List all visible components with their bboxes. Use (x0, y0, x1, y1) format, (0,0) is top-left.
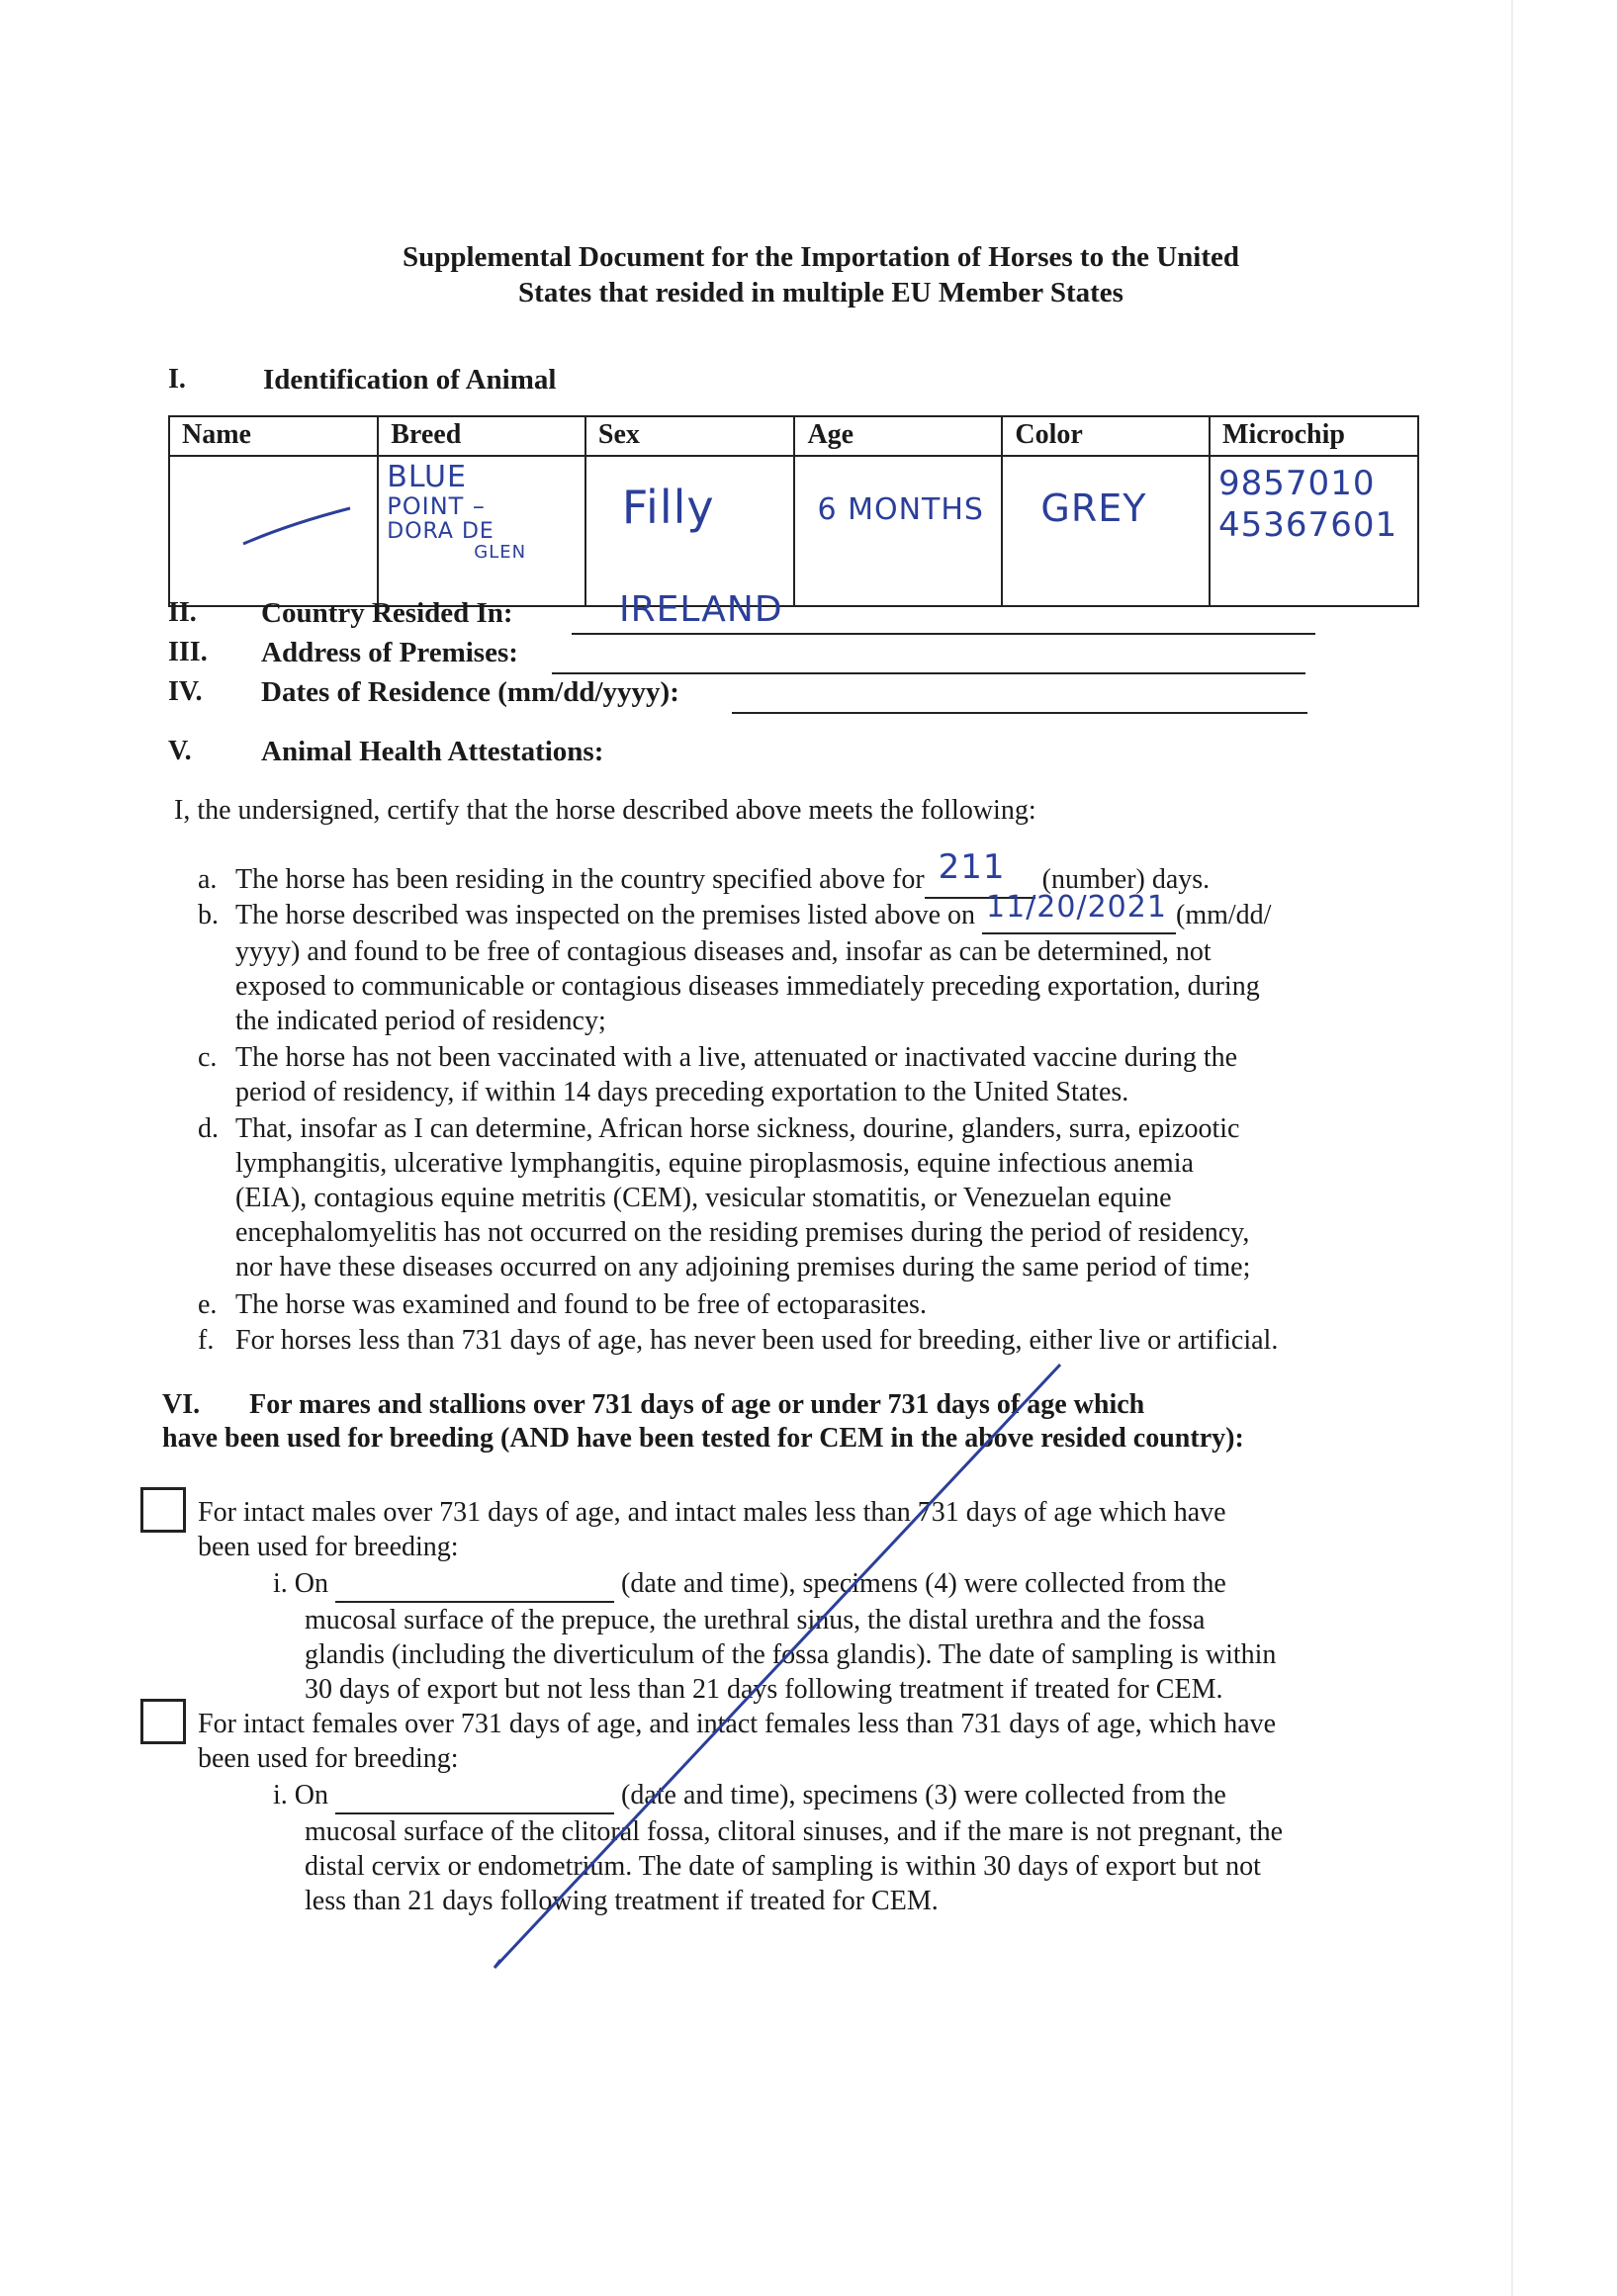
attestation-b-line-2: yyyy) and found to be free of contagious diseases and, insofar as can be determined, not (235, 936, 1212, 967)
column-name: Name (169, 416, 378, 456)
section-3-label: Address of Premises: (261, 637, 518, 668)
age-value: 6 MONTHS (817, 492, 984, 527)
section-3-number: III. (168, 637, 208, 667)
breed-line-1: BLUE (387, 460, 467, 494)
females-item-i-line-4: less than 21 days following treatment if treated for CEM. (305, 1886, 939, 1916)
section-2-label: Country Resided In: (261, 597, 513, 629)
attestation-f-line-1: For horses less than 731 days of age, has never been used for breeding, either live or artificial. (235, 1325, 1279, 1356)
intact-females-line-1: For intact females over 731 days of age, and intact females less than 731 days of age, which have (198, 1709, 1277, 1739)
males-item-i-label: i. (273, 1568, 288, 1599)
breed-line-4: GLEN (474, 542, 527, 563)
intact-males-line-1: For intact males over 731 days of age, and intact males less than 731 days of age which have (198, 1497, 1226, 1528)
attestation-b-line-4: the indicated period of residency; (235, 1006, 606, 1036)
column-breed: Breed (378, 416, 585, 456)
column-sex: Sex (585, 416, 795, 456)
attestation-a-label: a. (198, 864, 218, 895)
males-item-i-line-2: mucosal surface of the prepuce, the urethral sinus, the distal urethra and the fossa (305, 1605, 1206, 1635)
section-6-heading-line-1: For mares and stallions over 731 days of age or under 731 days of age which (249, 1389, 1145, 1420)
attestation-c-line-2: period of residency, if within 14 days preceding exportation to the United States. (235, 1077, 1129, 1107)
title-line-1: Supplemental Document for the Importation of Horses to the United (402, 241, 1240, 273)
attestation-c-label: c. (198, 1042, 218, 1073)
section-2-number: II. (168, 597, 197, 628)
attestation-b-text-before: The horse described was inspected on the premises listed above on (235, 900, 976, 930)
column-age: Age (794, 416, 1002, 456)
males-item-i-after: (date and time), specimens (4) were collected from the (621, 1568, 1226, 1599)
attestation-b-label: b. (198, 900, 219, 930)
attestation-b-unit: (mm/dd/ (1176, 900, 1272, 930)
residing-days-value: 211 (938, 847, 1006, 887)
attestation-e-label: e. (198, 1289, 218, 1320)
microchip-line-1: 9857010 (1218, 464, 1376, 503)
column-color: Color (1002, 416, 1210, 456)
section-6-heading-line-2: have been used for breeding (AND have been tested for CEM in the above resided country): (162, 1423, 1244, 1454)
scan-edge (1511, 0, 1513, 2296)
attestation-d-line-2: lymphangitis, ulcerative lymphangitis, equine piroplasmosis, equine infectious anemia (235, 1148, 1194, 1179)
attestation-d-line-3: (EIA), contagious equine metritis (CEM), vesicular stomatitis, or Venezuelan equine (235, 1183, 1172, 1213)
females-item-i-label: i. (273, 1780, 288, 1810)
attestation-f-label: f. (198, 1325, 215, 1356)
attestation-d-line-4: encephalomyelitis has not occurred on the residing premises during the period of residency, (235, 1217, 1250, 1248)
breed-line-3: DORA DE (387, 519, 494, 544)
attestation-d-line-1: That, insofar as I can determine, African horse sickness, dourine, glanders, surra, epizootic (235, 1113, 1240, 1144)
attestation-intro: I, the undersigned, certify that the horse described above meets the following: (174, 795, 1036, 826)
females-item-i-line-2: mucosal surface of the clitoral fossa, clitoral sinuses, and if the mare is not pregnant, the (305, 1816, 1284, 1847)
title-line-2: States that resided in multiple EU Member States (518, 277, 1123, 309)
females-item-i-on: On (294, 1780, 329, 1810)
attestation-a-text-before: The horse has been residing in the country specified above for (235, 864, 925, 895)
males-item-i-on: On (294, 1568, 329, 1599)
section-5-number: V. (168, 736, 192, 766)
breed-line-2: POINT – (387, 492, 486, 520)
attestation-a-text-after: (number) days. (1041, 864, 1211, 895)
attestation-d-line-5: nor have these diseases occurred on any adjoining premises during the same period of time; (235, 1252, 1251, 1282)
attestation-e-line-1: The horse was examined and found to be free of ectoparasites. (235, 1289, 927, 1320)
country-resided-value: IRELAND (619, 589, 783, 630)
microchip-line-2: 45367601 (1218, 505, 1398, 545)
section-1-number: I. (168, 364, 186, 395)
color-value: GREY (1040, 486, 1147, 530)
strike-through-path (494, 1365, 1060, 1968)
section-1-heading: Identification of Animal (263, 364, 557, 396)
females-item-i-line-3: distal cervix or endometrium. The date of sampling is within 30 days of export but not (305, 1851, 1261, 1882)
males-item-i-line-3: glandis (including the diverticulum of the fossa glandis). The date of sampling is within (305, 1639, 1277, 1670)
females-item-i-after: (date and time), specimens (3) were collected from the (621, 1780, 1226, 1810)
section-5-heading: Animal Health Attestations: (261, 736, 604, 767)
intact-males-line-2: been used for breeding: (198, 1532, 459, 1562)
attestation-d-label: d. (198, 1113, 219, 1144)
section-6-number: VI. (162, 1389, 201, 1420)
section-4-label: Dates of Residence (mm/dd/yyyy): (261, 676, 679, 708)
section-4-number: IV. (168, 676, 203, 707)
column-microchip: Microchip (1210, 416, 1418, 456)
intact-females-line-2: been used for breeding: (198, 1743, 459, 1774)
attestation-c-line-1: The horse has not been vaccinated with a live, attenuated or inactivated vaccine during the (235, 1042, 1238, 1073)
inspection-date-value: 11/20/2021 (986, 890, 1167, 925)
males-item-i-line-4: 30 days of export but not less than 21 days following treatment if treated for CEM. (305, 1674, 1223, 1705)
sex-value: Filly (621, 481, 715, 534)
attestation-b-line-3: exposed to communicable or contagious diseases immediately preceding exportation, during (235, 971, 1260, 1002)
